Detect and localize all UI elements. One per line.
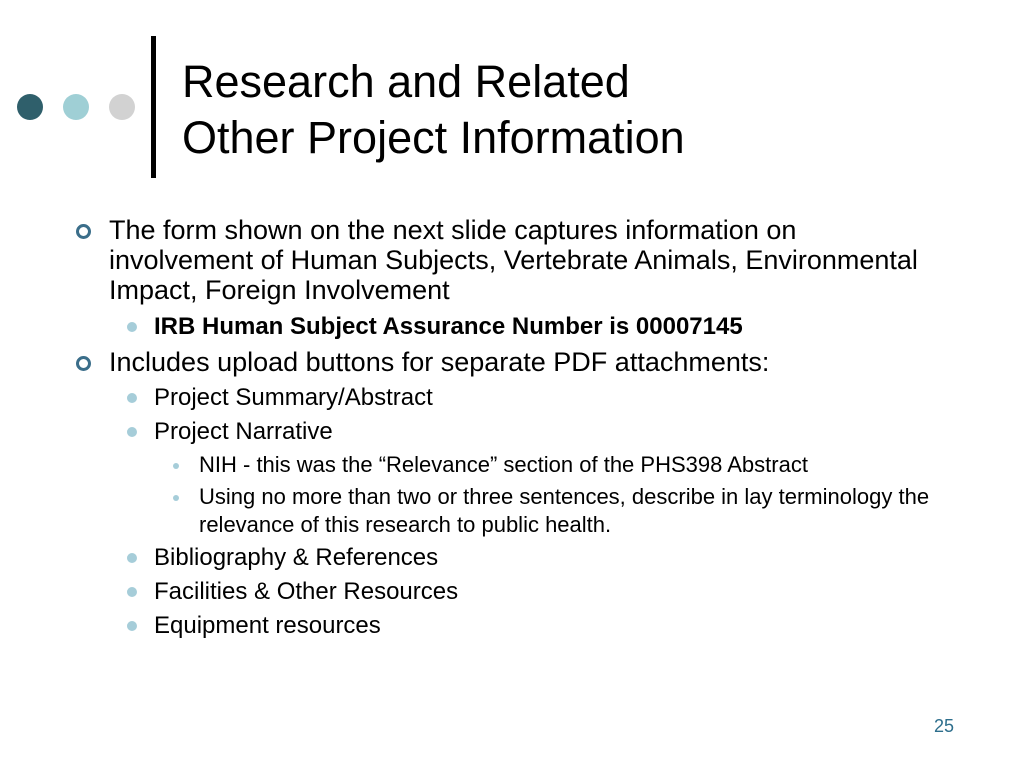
disc-bullet-icon — [127, 393, 137, 403]
bullet-text: Facilities & Other Resources — [154, 578, 459, 605]
disc-bullet-icon — [127, 553, 137, 563]
page-number: 25 — [933, 716, 954, 736]
slide-title — [182, 54, 685, 166]
gray-dot-icon — [109, 94, 135, 120]
bullet-level2-project-summary — [154, 384, 934, 412]
bullet-text: NIH - this was the “Relevance” section of the PHS398 Abstract — [199, 452, 808, 477]
dark-teal-dot-icon — [17, 94, 43, 120]
bullet-level1-upload-buttons — [109, 347, 929, 377]
small-dot-bullet-icon — [173, 463, 179, 469]
small-dot-bullet-icon — [173, 495, 179, 501]
bullet-text: Project Summary/Abstract — [154, 384, 433, 411]
ring-bullet-icon — [76, 224, 91, 239]
bullet-level2-facilities — [154, 578, 934, 606]
bullet-text: Using no more than two or three sentences, describe in lay terminology the relevance of this research to public health. — [199, 484, 930, 537]
disc-bullet-icon — [127, 427, 137, 437]
bullet-text: The form shown on the next slide captures information on involvement of Human Subjects, Vertebrate Animals, Environmental Impact, Foreign Involvement — [109, 215, 918, 305]
disc-bullet-icon — [127, 587, 137, 597]
bullet-text: Bibliography & References — [154, 544, 439, 571]
light-teal-dot-icon — [63, 94, 89, 120]
bullet-text: Includes upload buttons for separate PDF attachments: — [109, 347, 770, 377]
ring-bullet-icon — [76, 356, 91, 371]
slide-title-line-2: Other Project Information — [182, 112, 685, 163]
bullet-level2-equipment — [154, 612, 934, 640]
bullet-level2-project-narrative — [154, 418, 934, 446]
bullet-level3-nih-relevance — [199, 451, 959, 479]
bullet-text: Equipment resources — [154, 612, 381, 639]
bullet-text: IRB Human Subject Assurance Number is 00007145 — [154, 313, 743, 340]
bullet-level2-bibliography — [154, 544, 934, 572]
bullet-level3-lay-terminology — [199, 483, 959, 539]
bullet-level1-form-info — [109, 215, 929, 305]
bullet-level2-irb-number — [154, 313, 934, 341]
title-divider-line — [151, 36, 156, 178]
decorative-dots — [17, 94, 135, 120]
disc-bullet-icon — [127, 322, 137, 332]
bullet-text: Project Narrative — [154, 418, 333, 445]
disc-bullet-icon — [127, 621, 137, 631]
slide-title-line-1: Research and Related — [182, 56, 630, 107]
